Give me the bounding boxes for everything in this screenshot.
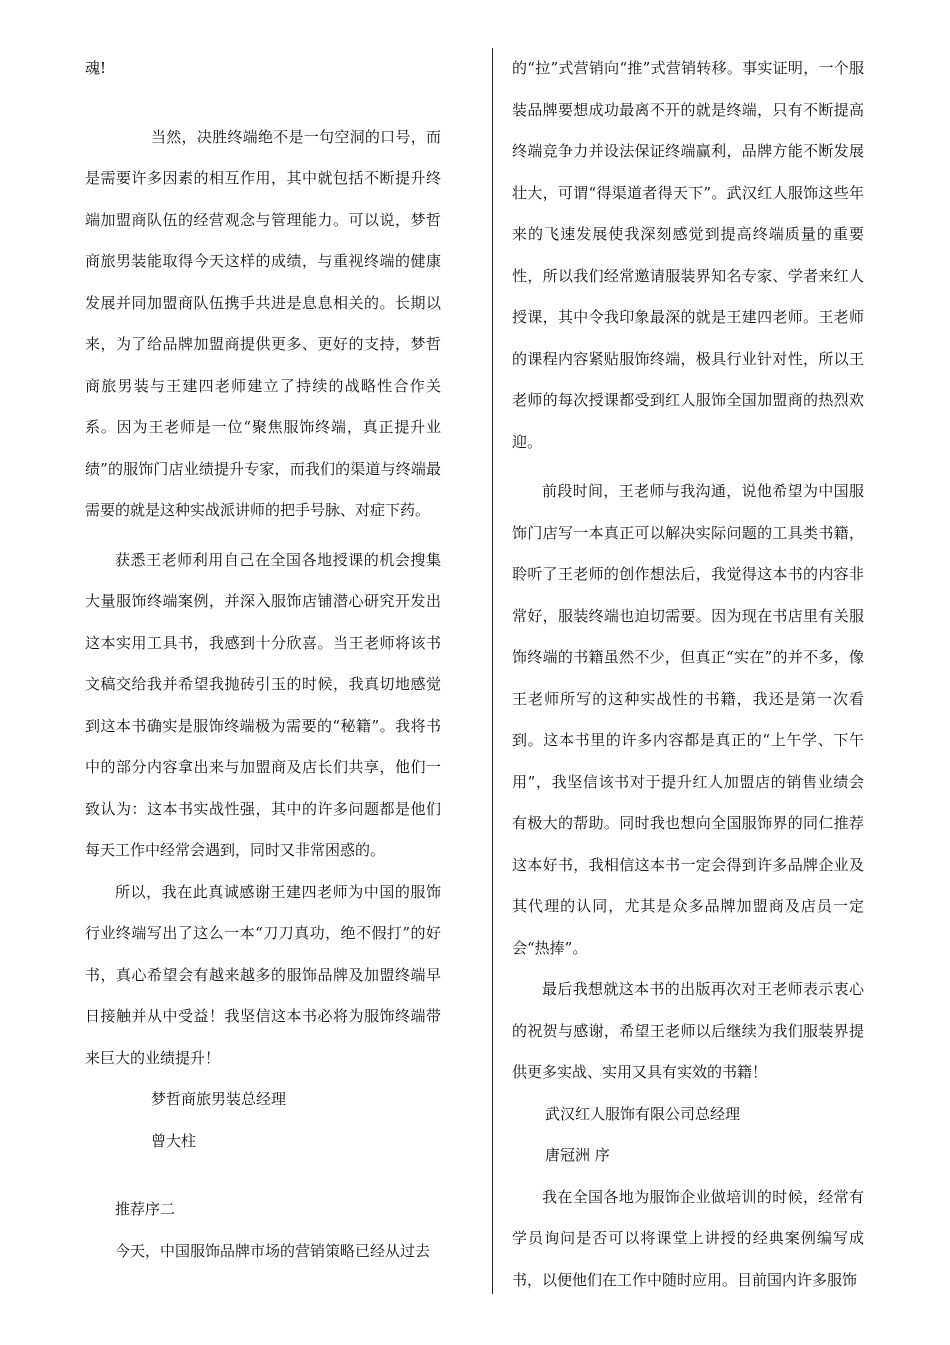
paragraph-book-praise: 获悉王老师利用自己在全国各地授课的机会搜集大量服饰终端案例，并深入服饰店铺潜心研究开发出这本实用工具书，我感到十分欣喜。当王老师将该书文稿交给我并希望我抛砖引玉的时候，我真切地感觉到这本书确实是服饰终端极为需要的“秘籍”。我将书中的部分内容拿出来与加盟商及店长们共享，他们一致认为：这本书实战性强，其中的许多问题都是他们每天工作中经常会遇到，同时又非常困惑的。	[85, 550, 441, 859]
paragraph-congratulations: 最后我想就这本书的出版再次对王老师表示衷心的祝贺与感谢，希望王老师以后继续为我们服装界提供更多实战、实用又具有实效的书籍！	[512, 980, 864, 1081]
paragraph-gap	[85, 1162, 441, 1189]
paragraph-book-origin: 前段时间，王老师与我沟通，说他希望为中国服饰门店写一本真正可以解决实际问题的工具类书籍，聆听了王老师的创作想法后，我觉得这本书的内容非常好，服装终端也迫切需要。因为现在书店里有关服饰终端的书籍虽然不少，但真正“实在”的并不多，像王老师所写的这种实战性的书籍，我还是第一次看到。这本书里的许多内容都是真正的“上午学、下午用”，我坚信该书对于提升红人加盟店的销售业绩会有极大的帮助。同时我也想向全国服饰界的同仁推荐这本好书，我相信这本书一定会得到许多品牌企业及其代理的认同，尤其是众多品牌加盟商及店员一定会“热捧”。	[512, 482, 864, 957]
signature-name: 唐冠洲 序	[545, 1146, 610, 1164]
paragraph-gap	[85, 90, 441, 117]
paragraph-gap	[85, 532, 441, 540]
signature-name: 曾大柱	[151, 1131, 197, 1150]
section-title: 推荐序二	[115, 1200, 176, 1218]
paragraph-terminal-focus: 当然，决胜终端绝不是一句空洞的口号，而是需要许多因素的相互作用，其中就包括不断提升终端加盟商队伍的经营观念与管理能力。可以说，梦哲商旅男装能取得今天这样的成绩，与重视终端的健康发展并同加盟商队伍携手共进是息息相关的。长期以来，为了给品牌加盟商提供更多、更好的支持，梦哲商旅男装与王建四老师建立了持续的战略性合作关系。因为王老师是一位“聚焦服饰终端，真正提升业绩”的服饰门店业绩提升专家，而我们的渠道与终端最需要的就是这种实战派讲师的把手号脉、对症下药。	[85, 127, 441, 519]
column-divider	[492, 48, 493, 1294]
left-column	[85, 48, 441, 1272]
paragraph-author-intro: 我在全国各地为服饰企业做培训的时候，经常有学员询问是否可以将课堂上讲授的经典案例编写成书，以便他们在工作中随时应用。目前国内许多服饰	[512, 1187, 864, 1289]
paragraph-thanks: 所以，我在此真诚感谢王建四老师为中国的服饰行业终端写出了这么一本“刀刀真功，绝不假打”的好书，真心希望会有越来越多的服饰品牌及加盟终端早日接触并从中受益！我坚信这本书必将为服饰终端带来巨大的业绩提升！	[85, 882, 441, 1067]
paragraph-preface-two-start: 今天，中国服饰品牌市场的营销策略已经从过去	[115, 1241, 431, 1260]
signature-title: 梦哲商旅男装总经理	[151, 1090, 287, 1108]
paragraph-continuation: 魂!	[85, 59, 107, 77]
paragraph-marketing-shift: 的“拉”式营销向“推”式营销转移。事实证明，一个服装品牌要想成功最离不开的就是终端，只有不断提高终端竞争力并设法保证终端赢利，品牌方能不断发展壮大，可谓“得渠道者得天下”。武汉红人服饰这些年来的飞速发展使我深刻感觉到提高终端质量的重要性，所以我们经常邀请服装界知名专家、学者来红人授课，其中令我印象最深的就是王建四老师。王老师的课程内容紧贴服饰终端，极具行业针对性，所以王老师的每次授课都受到红人服饰全国加盟商的热烈欢迎。	[512, 59, 864, 451]
paragraph-gap	[512, 463, 864, 471]
signature-title: 武汉红人服饰有限公司总经理	[545, 1104, 741, 1123]
right-column	[512, 48, 864, 1301]
